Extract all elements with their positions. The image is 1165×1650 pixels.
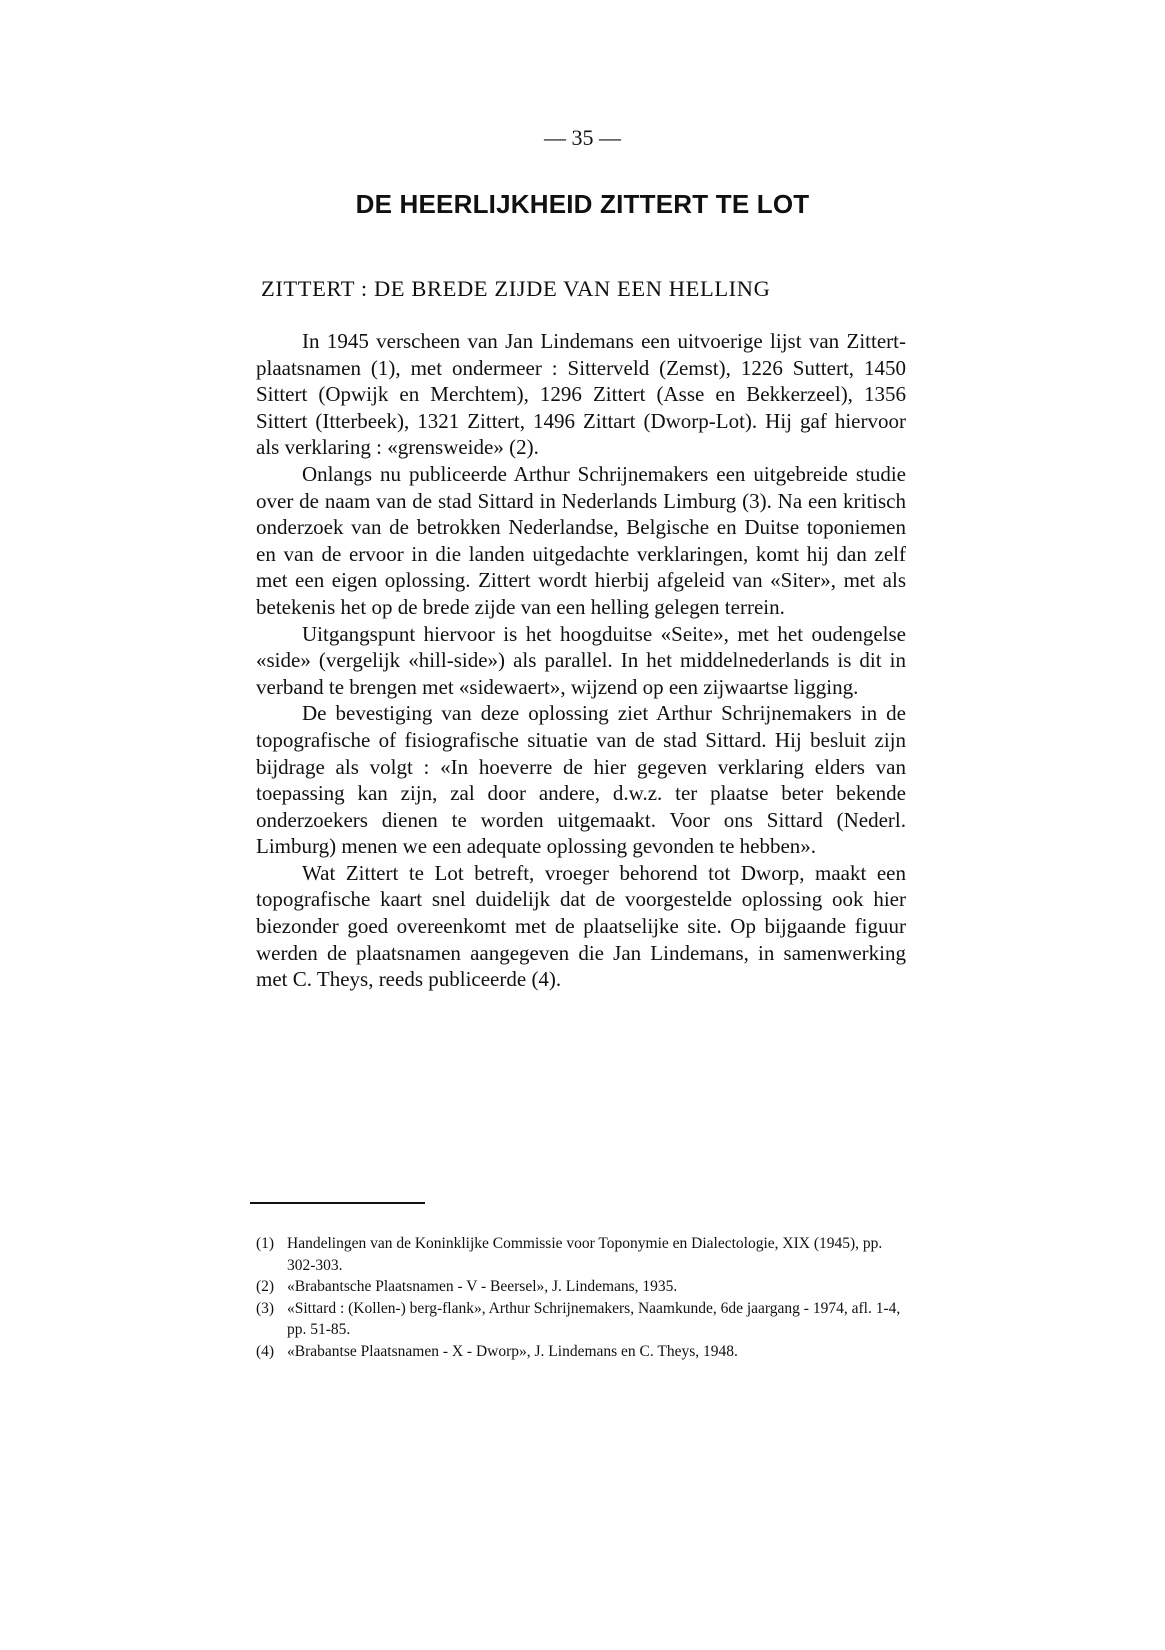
footnote-text: Handelingen van de Koninklijke Commissie voor Toponymie en Dialectologie, XIX (1945), pp. 302-303. xyxy=(287,1235,883,1274)
body-text xyxy=(256,328,906,993)
footnotes xyxy=(256,1233,906,1363)
paragraph: De bevestiging van deze oplossing ziet Arthur Schrijnemakers in de topografische of fisiografische situatie van de stad Sittard. Hij besluit zijn bijdrage als volgt : «In hoeverre de hier gegeven verklaring elders van toepassing kan zijn, zal door andere, d.w.z. ter plaatse beter bekende onderzoekers dienen te worden uitgemaakt. Voor ons Sittard (Nederl. Limburg) menen we een adequate oplossing gevonden te hebben». xyxy=(256,701,906,859)
paragraph: Onlangs nu publiceerde Arthur Schrijnemakers een uitgebreide studie over de naam van de stad Sittard in Nederlands Limburg (3). Na een kritisch onderzoek van de betrokken Nederlandse, Belgische en Duitse toponiemen en van de ervoor in die landen uitgedachte verklaringen, komt hij dan zelf met een eigen oplossing. Zittert wordt hierbij afgeleid van «Siter», met als betekenis het op de brede zijde van een helling gelegen terrein. xyxy=(256,461,906,619)
footnote-text: «Brabantsche Plaatsnamen - V - Beersel», J. Lindemans, 1935. xyxy=(287,1278,678,1296)
page-title: DE HEERLIJKHEID ZITTERT TE LOT xyxy=(355,189,810,219)
footnote-text: «Brabantse Plaatsnamen - X - Dworp», J. Lindemans en C. Theys, 1948. xyxy=(287,1342,738,1360)
paragraph: Wat Zittert te Lot betreft, vroeger behorend tot Dworp, maakt een topografische kaart snel duidelijk dat de voorgestelde oplossing ook hier biezonder goed overeenkomt met de plaatselijke site. Op bijgaande figuur werden de plaatsnamen aangegeven die Jan Lindemans, in samenwerking met C. Theys, reeds publiceerde (4). xyxy=(256,860,906,992)
footnote-mark: (2) xyxy=(256,1278,275,1296)
page-number: — 35 — xyxy=(544,125,621,150)
paragraph: Uitgangspunt hiervoor is het hoogduitse «Seite», met het oudengelse «side» (vergelijk «hill-side») als parallel. In het middelnederlands is dit in verband te brengen met «sidewaert», wijzend op een zijwaartse ligging. xyxy=(256,621,906,699)
section-heading: ZITTERT : DE BREDE ZIJDE VAN EEN HELLING xyxy=(261,276,771,301)
footnote xyxy=(256,1341,906,1363)
footnote-mark: (4) xyxy=(256,1342,275,1360)
footnote-text: «Sittard : (Kollen-) berg-flank», Arthur Schrijnemakers, Naamkunde, 6de jaargang - 1974, afl. 1-4, pp. 51-85. xyxy=(287,1299,901,1339)
footnote xyxy=(256,1298,906,1341)
footnote-mark: (3) xyxy=(256,1299,275,1317)
footnote xyxy=(256,1276,906,1298)
footnote-mark: (1) xyxy=(256,1235,275,1252)
footnote xyxy=(256,1233,906,1276)
footnote-divider xyxy=(250,1202,425,1204)
paragraph: In 1945 verscheen van Jan Lindemans een uitvoerige lijst van Zittert-plaatsnamen (1), met ondermeer : Sitterveld (Zemst), 1226 Suttert, 1450 Sittert (Opwijk en Merchtem), 1296 Zittert (Asse en Bekkerzeel), 1356 Sittert (Itterbeek), 1321 Zittert, 1496 Zittart (Dworp-Lot). Hij gaf hiervoor als verklaring : «grensweide» (2). xyxy=(256,329,906,460)
